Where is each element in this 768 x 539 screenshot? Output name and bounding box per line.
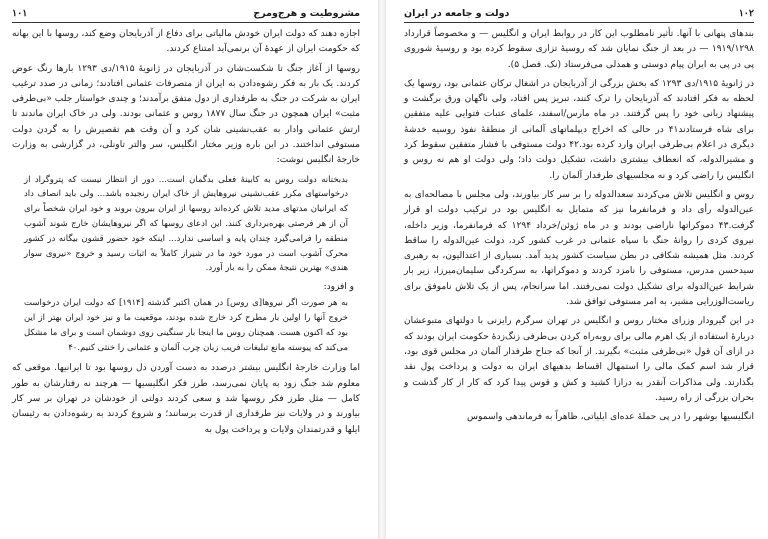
right-header-title: دولت و جامعه در ایران [404,7,510,19]
right-paragraph: در ژانویهٔ ۱۹۱۵/دی ۱۲۹۳ که بخش بزرگی از آذربایجان در اشغال ترکان عثمانی بود، روسها یک لحظه به فکر افتادند که آذربایجان را ترک کنند، تبریز پس افتاد، ولی ناگهان ورق برگشت و پیشنهاد زبانی خود را پس گرفتند. در ماه مارس/اسفند، علمای عتبات فتوایی علیه متفقین برای شاه فرستادند۴۱ در حالی که اخراج دیپلماتهای آلمانی از منطقهٔ نفوذ روسیه خدشهٔ دیگری در اعلام بی‌طرفی ایران وارد کرده بود.۴۲ دولت مستوفی با فشار متفقین سقوط کرد و مشیرالدوله، که انعطاف بیشتری داشت، تشکیل دولت داد؛ ولی دولت او هم نه روس و انگلیس را راضی کرد و نه مجلسیهای طرفدار آلمان را. [404,78,755,181]
right-paragraph: انگلیسیها بوشهر را در پی حملهٔ عده‌ای ایلیاتی، ظاهراً به فرماندهی واسموس [466,412,754,423]
left-page-body [12,27,360,438]
right-page [386,0,768,539]
left-page-header [12,6,360,23]
right-page-header [404,6,754,23]
left-paragraph: روسها از آغاز جنگ تا شکست‌شان در آذربایجان در ژانویهٔ ۱۹۱۵/دی ۱۲۹۳ بارها رنگ عوض کردند. یک بار به فکر رشوه‌دادن به ایران از متصرفات عثمانی افتادند؛ زمانی در صدد ترغیب ایران به شرکت در جنگ به طرفداری از دول متفق برآمدند؛ و چندی خواستار جلب «بی‌طرفی مثبت» ایران همچون در جنگ سال ۱۸۷۷ روس و عثمانی بودند. ولی در خاک ایران ماندند تا ارتش عثمانی وادار به عقب‌نشینی شان کرد و آن وقت هم تقصیرش را به گردن دولت مستوفی انداختند. در این باره وزیر مختار انگلیس، سر والتر تاونلی، در گزارشی به وزارت خارجهٔ انگلیس نوشت: [12,63,361,166]
block-quote: بدبختانه دولت روس به کابینهٔ فعلی بدگمان است... دور از انتظار نیست که پتروگراد از درخواستهای مکرر عقب‌نشینی نیروهایش از خاک ایران رنجیده باشد... ولی باید انصاف داد که ایرانیان مدتهای مدید تلاش کرده‌اند روسها از ایران بیرون بروند و خود ایران شخصاً برای آن از هر فرصتی بهره‌برداری کنند. این ادعای روسها که اگر نیروهایشان خارج شوند آشوب منطقه را فرامی‌گیرد چندان پایه و اساسی ندارد... اینکه خود حضور قشون بیگانه در کشور محرک آشوب است در مورد خود ما در شیراز کاملاً به اثبات رسید و خروج «نیروی سوار هندی» بهترین نتیجهٔ ممکن را به بار آورد. [24,174,348,274]
left-paragraph: اما وزارت خارجهٔ انگلیس بیشتر درصدد به دست آوردن دل روسها بود تا ایرانیها. موقعی که معلوم شد جنگ زود به پایان نمی‌رسد، طرز فکر انگلیسیها — هرچند نه رفتارشان به طور کامل — مثل طرز فکر روسها شد و سعی کردند دولتی از خودشان در تهران بر سر کار بیاورند و در ولایات نیز طرفداری از قدرت برسانند؛ و شروع کردند به رشوه‌دادن به رئیسان ایلها و قدرتمندان ولایات و پرداخت پول به [12,363,361,435]
right-page-number: ۱۰۲ [738,7,754,19]
left-paragraph: اجازه دهند که دولت ایران خودش مالیاتی برای دفاع از آذربایجان وضع کند، روسها با این بهانه که حکومت ایران از عهدهٔ آن برنمی‌آید امتناع کردند. [12,29,360,55]
right-paragraph: در این گیرودار وزرای مختار روس و انگلیس در تهران سرگرم رایزنی با دولتهای متبوعشان دربارهٔ استفاده از یک اهرم مالی برای روبه‌راه کردن بی‌طرفی زنگ‌زدهٔ حکومت ایران بودند که در ازای آن قول «بی‌طرفی مثبت» بگیرند. از آنجا که جناح طرفدار آلمان در مجلس قوی بود، قرار شد اسم کمک مالی را استمهال اقساط بدهیهای ایران به دولت و پرداخت پول نقد بگذارند. ولی مذاکرات آنقدر به درازا کشید و کش و قوس پیدا کرد که کار از کار گذشت و بحران بزرگی از راه رسید. [404,316,754,403]
quote-intro-label: و افزود: [323,282,354,293]
left-header-title: مشروطیت و هرج‌ومرج [253,7,360,19]
block-quote: به هر صورت اگر نیروها[ی روس] در همان اکتبر گذشته [۱۹۱۴] که دولت ایران درخواست خروج آنها را اولین بار مطرح کرد خارج شده بودند، موقعیت ما و نیز خود ایران بهتر از این بود که اکنون هست. همچنان روس ما اینجا بار سنگینی روی دوشمان است و برای ما مشکل می‌کند که پیوسته مانع تبلیغات فریب زبان چرب آلمان و عثمانی را خنثی کنیم.۴۰ [24,298,348,353]
book-gutter [378,0,386,539]
right-paragraph: روس و انگلیس تلاش می‌کردند سعدالدوله را بر سر کار بیاورند، ولی مجلس با مصالحه‌ای به عین‌الدوله رأی داد و فرمانفرما نیز که متمایل به انگلیس بود در ترکیب دولت او قرار گرفت.۴۳ دموکراتها ناراضی بودند و در ماه ژوئن/خرداد ۱۲۹۴ که فرمانفرما، وزیر داخله، نیروی کردی را روانهٔ جنگ با سپاه عثمانی در غرب کشور کرد، دولت عین‌الدوله را ساقط کردند. مثل همیشه شکافی در بطن سیاست کشور پدید آمد. بسیاری از اعتدالیون، به رهبری سیدحسن مدرس، مستوفی را نامزد کردند و دموکراتها، به سرکردگی سلیمان‌میرزا، زیر بار شرایط عین‌الدوله برای تشکیل دولت نمی‌رفتند. اما سرانجام، پس از یک تلاش ناموفق برای ریاست‌الوزرایی مشیر، به امر مستوفی توافق شد. [404,189,754,308]
right-page-body [404,27,754,425]
right-paragraph: بندهای پنهانی با آنها. تأثیر نامطلوب این کار در روابط ایران و انگلیس — و مخصوصاً قرارداد ۱۹۱۹/۱۲۹۸ — در بعد از جنگ نمایان شد که روسیهٔ تزاری سقوط کرده بود و روسیهٔ شوروی پی در پی به ایران پیام دوستی و همدلی می‌فرستاد (نک. فصل ۵). [404,29,754,70]
left-page [0,0,378,539]
left-page-number: ۱۰۱ [12,7,28,19]
